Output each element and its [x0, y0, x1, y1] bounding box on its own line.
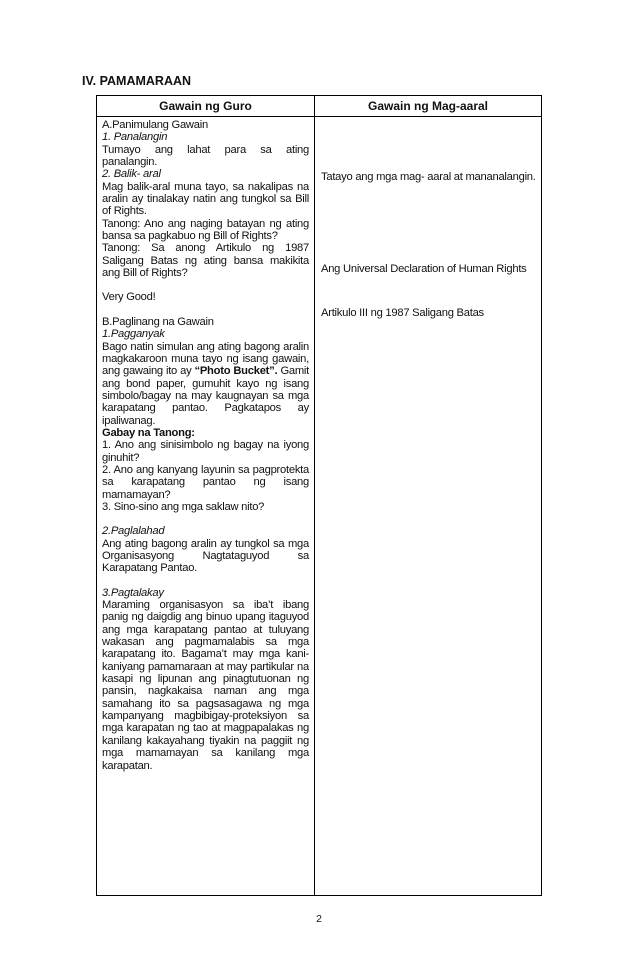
page-number: 2: [316, 913, 322, 925]
panalangin-label: 1. Panalangin: [102, 131, 168, 144]
student-activity-cell: [315, 117, 542, 896]
tanong-artikulo: Tanong: Sa anong Artikulo ng 1987 Saligang Batas ng ating bansa makikita ang Bill of Rights?: [102, 242, 309, 280]
table-header-row: [97, 96, 542, 117]
balik-aral-text: Mag balik-aral muna tayo, sa nakalipas na aralin ay tinalakay natin ang tungkol sa Bill of Rights.: [102, 180, 309, 218]
paglalahad-text: Ang ating bagong aralin ay tungkol sa mga Organisasyong Nagtataguyod sa Karapatang Pantao.: [102, 537, 309, 575]
gabay-question-2: 2. Ano ang kanyang layunin sa pagprotekta sa karapatang pantao ng isang mamamayan?: [102, 463, 309, 501]
section-title: IV. PAMAMARAAN: [82, 74, 192, 88]
pagganyak-text-before: Bago natin simulan ang ating bagong aralin magkakaroon muna tayo ng isang gawain, ang gawaing ito ay: [102, 340, 309, 378]
pagganyak-label: 1.Pagganyak: [102, 328, 165, 341]
answer-panalangin: Tatayo ang mga mag- aaral at mananalangin.: [321, 171, 536, 183]
header-teacher-activity: Gawain ng Guro: [97, 96, 315, 117]
pagganyak-text: [102, 341, 309, 427]
panimulang-gawain-title: A.Panimulang Gawain: [102, 119, 208, 131]
photo-bucket-title: “Photo Bucket”.: [194, 365, 278, 378]
answer-artikulo-iii: Artikulo III ng 1987 Saligang Batas: [321, 307, 484, 319]
pagtalakay-label: 3.Pagtalakay: [102, 586, 164, 599]
table-body-row: [97, 117, 542, 896]
panalangin-text: Tumayo ang lahat para sa ating panalangin.: [102, 143, 309, 169]
pagganyak-text-after: Gamit ang bond paper, gumuhit kayo ng isang simbolo/bagay na may kaugnayan sa mga karapatang pantao. Pagkatapos ay ipaliwanag.: [102, 365, 310, 427]
header-student-activity: Gawain ng Mag-aaral: [315, 96, 542, 117]
tanong-batayan: Tanong: Ano ang naging batayan ng ating bansa sa pagkabuo ng Bill of Rights?: [102, 217, 309, 243]
gabay-question-1: 1. Ano ang sinisimbolo ng bagay na iyong ginuhit?: [102, 439, 309, 464]
paglalahad-label: 2.Paglalahad: [102, 525, 165, 538]
gabay-question-3: 3. Sino-sino ang mga saklaw nito?: [102, 500, 265, 513]
paglinang-gawain-title: B.Paglinang na Gawain: [102, 315, 214, 328]
lesson-procedure-table: [96, 95, 542, 896]
answer-universal-declaration: Ang Universal Declaration of Human Rights: [321, 263, 527, 275]
very-good-text: Very Good!: [102, 291, 156, 304]
gabay-na-tanong-label: Gabay na Tanong:: [102, 426, 195, 439]
pagtalakay-text: Maraming organisasyon sa iba’t ibang panig ng daigdig ang binuo upang itaguyod ang mga karapatang pantao at tuluyang wakasan ang pagmamalabis sa mga karapatang ito. Bagama’t may mga kani-kaniyang pamamaraan at may partikular na kasapi ng lipunan ang pinagtutuonan ng pansin, nagkakaisa naman ang mga samahang ito sa pagsasagawa ng mga kampanyang magbibigay-proteksiyon sa mga karapatan ng tao at magpapalakas ng kanilang kakayahang tiyakin na paggiit ng mga mamamayan sa kanilang mga karapatan.: [102, 599, 309, 772]
balik-aral-label: 2. Balik- aral: [102, 168, 161, 181]
teacher-activity-cell: [97, 117, 315, 896]
